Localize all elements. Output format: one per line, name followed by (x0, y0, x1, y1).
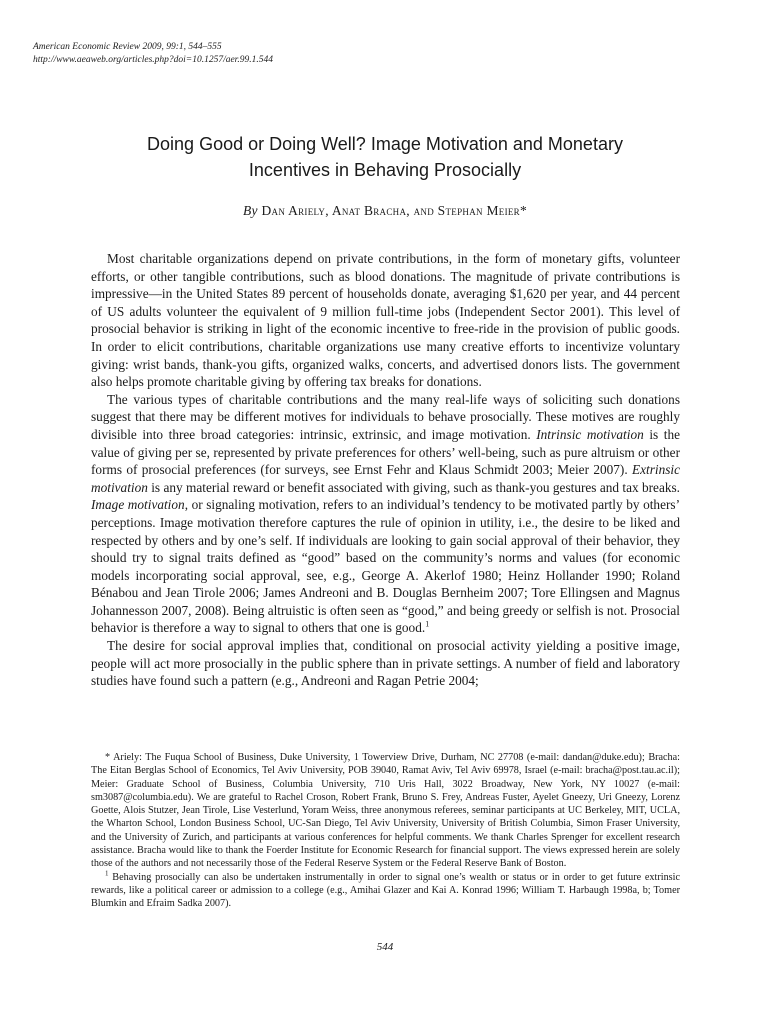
term-intrinsic-motivation: Intrinsic motivation (536, 426, 644, 442)
article-body (91, 250, 680, 690)
footnote-author-affiliations: * Ariely: The Fuqua School of Business, Duke University, 1 Towerview Drive, Durham, NC 27708 (e-mail: dandan@duke.edu); Bracha: The Eitan Berglas School of Economics, Tel Aviv University, POB 39040, Ramat Aviv, Tel Aviv 69978, Israel (e-mail: bracha@post.tau.ac.il); Meier: Graduate School of Business, Columbia University, 710 Uris Hall, 3022 Broadway, New York, NY 10027 (e-mail: sm3087@columbia.edu). We are grateful to Rachel Croson, Robert Frank, Bruno S. Frey, Andreas Fuster, Ayelet Gneezy, Uri Gneezy, Lorenz Goette, Alois Stutzer, Jean Tirole, Lise Vesterlund, Yoram Weiss, three anonymous referees, seminar participants at UC Berkeley, MIT, UCLA, the Wharton School, London Business School, UC-San Diego, Tel Aviv University, University of British Columbia, Simon Fraser University, and the University of Zurich, and participants at various conferences for helpful comments. We thank Charles Sprenger for excellent research assistance. Bracha would like to thank the Foerder Institute for Economic Research for financial support. The views expressed herein are solely those of the authors and not necessarily those of the Federal Reserve System or the Federal Reserve Bank of Boston. (91, 752, 680, 870)
term-extrinsic-motivation: Extrinsic motivation (91, 462, 680, 495)
footnote-ref-1[interactable]: 1 (425, 620, 430, 630)
paragraph-2 (91, 391, 680, 637)
footnote-1-mark: 1 (105, 869, 109, 878)
footnotes (91, 751, 680, 911)
paragraph-2-text-b: is the value of giving per se, represented by private preferences for others’ well-being, such as pure altruism or other forms of prosocial preferences (for surveys, see Ernst Fehr and Klaus Schmidt 2003; Meier 2007). (91, 426, 680, 478)
paragraph-2-text-a: The various types of charitable contributions and the many real-life ways of soliciting such donations suggest that there may be different motives for individuals to behave prosocially. These motives are roughly divisible into three broad categories: intrinsic, extrinsic, and image motivation. (91, 391, 680, 442)
paragraph-2-text-c: is any material reward or benefit associated with giving, such as thank-you gestures and tax breaks. (147, 479, 680, 495)
article-url[interactable]: http://www.aeaweb.org/articles.php?doi=10.1257/aer.99.1.544 (33, 55, 273, 65)
footnote-1 (91, 871, 680, 911)
paper-title (60, 131, 710, 183)
paragraph-1: Most charitable organizations depend on private contributions, in the form of monetary gifts, volunteer efforts, or other tangible contributions, such as blood donations. The magnitude of private contributions is impressive—in the United States 89 percent of households donate, averaging $1,620 per year, and 44 percent of US adults volunteer the equivalent of 9 million full-time jobs (Independent Sector 2001). This level of prosocial behavior is striking in light of the economic incentive to free-ride in the provision of public goods. In order to elicit contributions, charitable organizations use many creative efforts to incentivize voluntary giving: wrist bands, thank-you gifts, organized walks, concerts, and advertised donors lists. The government also helps promote charitable giving by offering tax breaks for donations. (91, 251, 680, 390)
byline-by: By (242, 203, 258, 218)
author-byline (60, 203, 710, 219)
title-line-1: Doing Good or Doing Well? Image Motivation and Monetary (147, 134, 623, 154)
author-names: Dan Ariely, Anat Bracha, and Stephan Meier* (261, 203, 528, 218)
page-number: 544 (376, 941, 394, 953)
paragraph-3: The desire for social approval implies that, conditional on prosocial activity yielding a positive image, people will act more prosocially in the public sphere than in private settings. A number of field and laboratory studies have found such a pattern (e.g., Andreoni and Ragan Petrie 2004; (91, 638, 680, 689)
journal-citation: American Economic Review 2009, 99:1, 544–555 (33, 42, 222, 52)
term-image-motivation: Image motivation (91, 497, 185, 513)
paragraph-2-text-d: , or signaling motivation, refers to an individual’s tendency to be motivated partly by others’ perceptions. Image motivation therefore captures the rule of opinion in utility, i.e., the desire to be liked and respected by others and by one’s self. If individuals are looking to gain social approval of their behavior, they should try to signal traits defined as “good” based on the community’s norms and values (for economic models incorporating social approval, see, e.g., George A. Akerlof 1980; Heinz Hollander 1990; Roland Bénabou and Jean Tirole 2006; James Andreoni and B. Douglas Bernheim 2007; Tore Ellingsen and Magnus Johannesson 2007, 2008). Being altruistic is often seen as “good,” and being greedy or selfish is not. Prosocial behavior is therefore a way to signal to others that one is good. (91, 497, 681, 636)
footnote-1-text: Behaving prosocially can also be undertaken instrumentally in order to signal one’s wealth or status or in order to get future extrinsic rewards, like a political career or admission to a college (e.g., Amihai Glazer and Kai A. Konrad 1996; William T. Harbaugh 1998a, b; Tomer Blumkin and Efraim Sadka 2007). (91, 871, 680, 910)
title-line-2: Incentives in Behaving Prosocially (248, 160, 522, 180)
journal-header (33, 41, 273, 67)
